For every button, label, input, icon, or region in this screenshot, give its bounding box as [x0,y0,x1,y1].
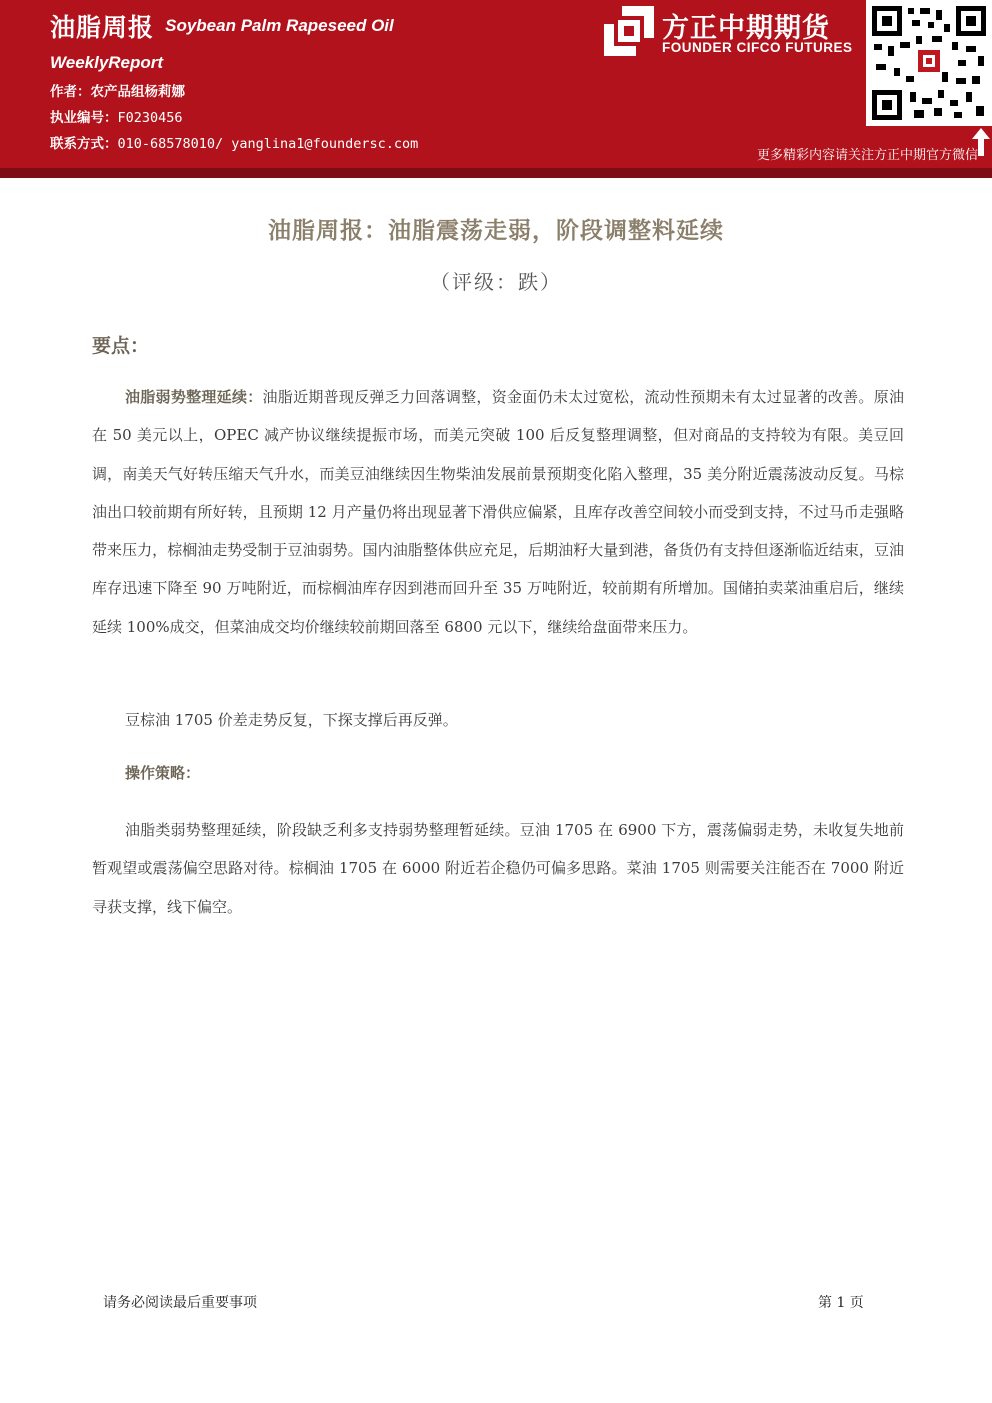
document-title: 油脂周报：油脂震荡走弱，阶段调整料延续 [268,218,724,244]
contact-line [50,132,418,152]
header-band [0,168,992,178]
author-line [50,80,185,100]
brand-en: Soybean Palm Rapeseed Oil [165,16,394,35]
author-value: 农产品组杨莉娜 [90,84,185,100]
paragraph-lead: 油脂弱势整理延续： [125,388,263,406]
brand-cn: 油脂周报 [50,13,155,42]
rating: （评级：跌） [430,270,562,294]
qr-code[interactable] [866,0,992,126]
contact-label: 联系方式： [50,136,118,152]
company-name-en: FOUNDER CIFCO FUTURES [662,40,853,55]
paragraph-strategy: 油脂类弱势整理延续，阶段缺乏利多支持弱势整理暂延续。豆油 1705 在 6900 下方，震荡偏弱走势，未收复失地前暂观望或震荡偏空思路对待。棕榈油 1705 在 6000 附近若企稳仍可偏多思路。菜油 1705 则需要关注能否在 7000 附近寻获支撑，线下偏空。 [92,821,904,916]
paragraph-body: 油脂近期普现反弹乏力回落调整，资金面仍未太过宽松，流动性预期未有太过显著的改善。原油在 50 美元以上，OPEC 减产协议继续提振市场，而美元突破 100 后反复整理调整，但对商品的支持较为有限。美豆回调，南美天气好转压缩天气升水，而美豆油继续因生物柴油发展前景预期变化陷入整理，35 美分附近震荡波动反复。马棕油出口较前期有所好转，且预期 12 月产量仍将出现显著下滑供应偏紧，且库存改善空间较小而受到支持，不过马币走强略带来压力，棕榈油走势受制于豆油弱势。国内油脂整体供应充足，后期油籽大量到港，备货仍有支持但逐渐临近结束，豆油库存迅速下降至 90 万吨附近，而棕榈油库存因到港而回升至 35 万吨附近，较前期有所增加。国储拍卖菜油重启后，继续延续 100%成交，但菜油成交均价继续较前期回落至 6800 元以下，继续给盘面带来压力。 [92,388,904,636]
company-name-cn: 方正中期期货 [662,13,830,44]
header-title-row [50,8,394,44]
license-line [50,106,183,126]
license-label: 执业编号： [50,110,118,126]
footer-notice: 请务必阅读最后重要事项 [103,1295,257,1311]
license-value: F0230456 [117,110,183,126]
contact-value[interactable]: 010-68578010/ yanglina1@foundersc.com [117,136,419,152]
paragraph-summary [92,378,904,646]
paragraph-spread: 豆棕油 1705 价差走势反复，下探支撑后再反弹。 [125,711,458,729]
page-number: 第 1 页 [818,1295,864,1311]
arrow-up-icon [972,128,990,156]
report-header [0,0,992,168]
founder-logo-icon [604,6,654,56]
company-logo [604,6,854,62]
author-label: 作者： [50,84,91,100]
qr-code-icon [872,6,986,120]
section-heading-key-points: 要点： [92,335,150,357]
strategy-heading: 操作策略： [125,764,201,782]
follow-wechat-text: 更多精彩内容请关注方正中期官方微信 [756,148,978,163]
brand-en2: WeeklyReport [50,53,164,72]
